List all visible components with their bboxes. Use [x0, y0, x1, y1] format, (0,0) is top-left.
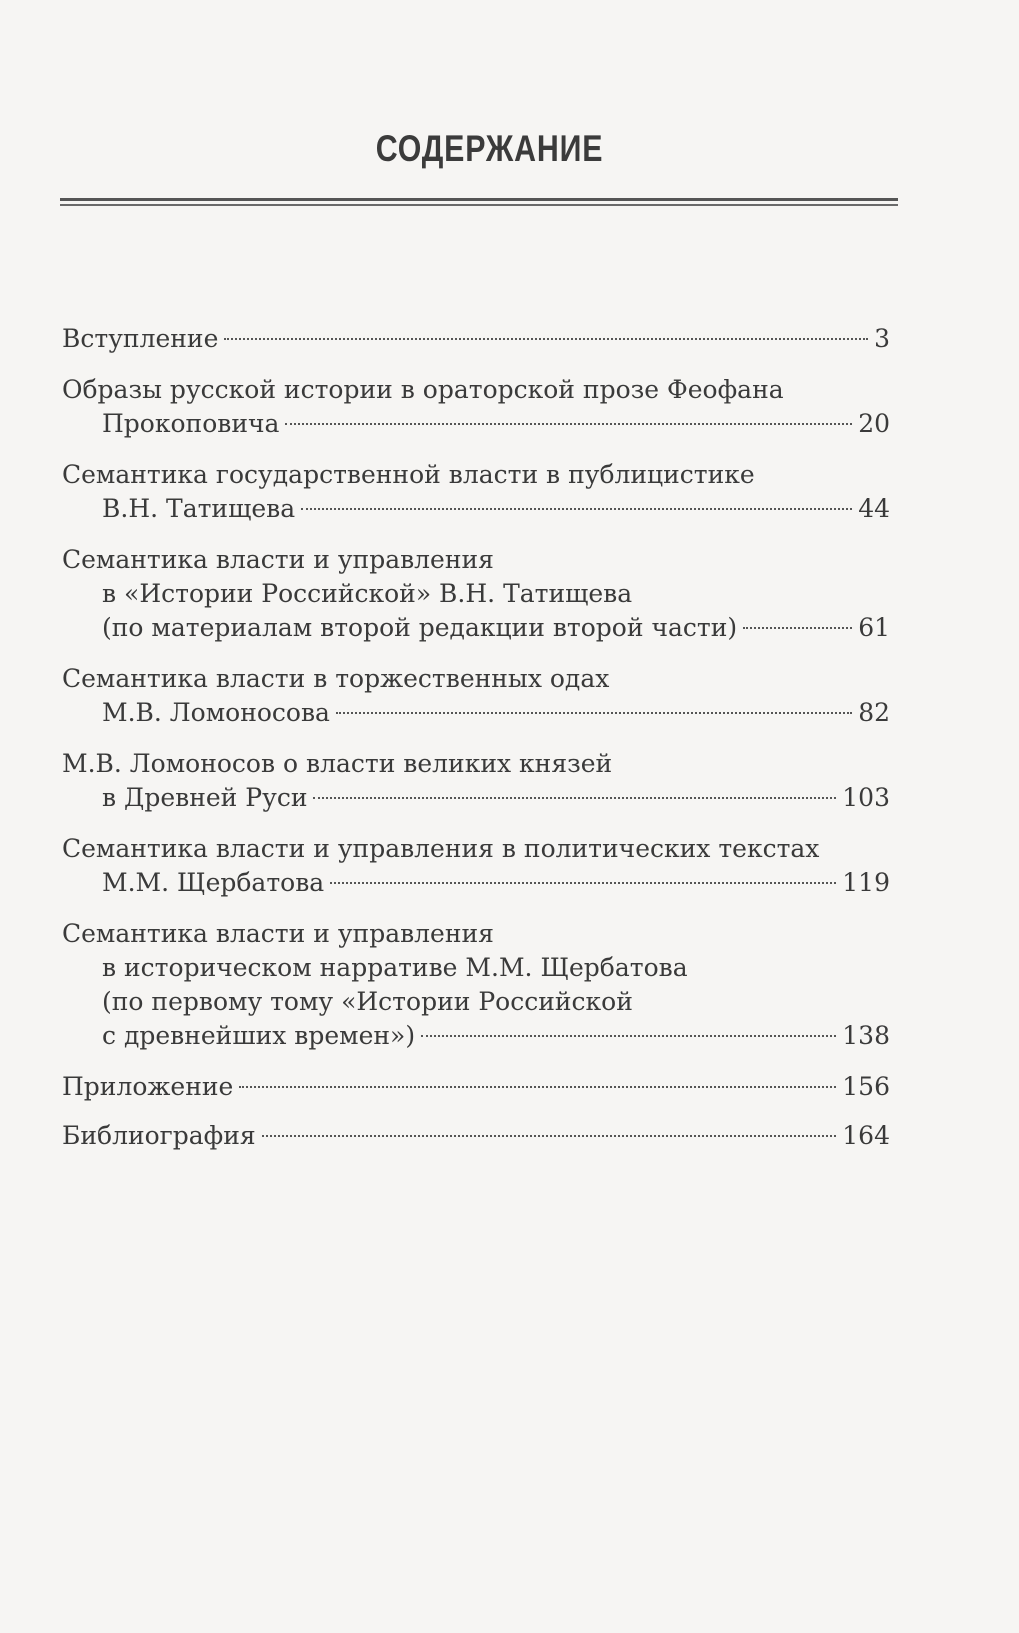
toc-entry[interactable]	[62, 373, 890, 441]
toc-entry-last-line	[62, 1070, 890, 1104]
toc-page-number: 103	[842, 783, 890, 812]
dot-leader	[262, 1135, 837, 1137]
table-of-contents	[62, 322, 890, 1170]
toc-entry[interactable]	[62, 1070, 890, 1104]
toc-entry-title: М.В. Ломоносова	[102, 698, 330, 727]
toc-entry-line: Семантика власти и управления	[62, 545, 494, 574]
toc-entry-line: в «Истории Российской» В.Н. Татищева	[102, 579, 633, 608]
toc-entry-title: Библиография	[62, 1121, 256, 1150]
toc-entry[interactable]	[62, 662, 890, 730]
toc-entry-last-line	[62, 696, 890, 730]
toc-entry-line: Семантика власти и управления	[62, 919, 494, 948]
toc-entry-title: Вступление	[62, 324, 219, 353]
toc-entry-line: в историческом нарративе М.М. Щербатова	[102, 953, 688, 982]
toc-entry-last-line	[62, 781, 890, 815]
dot-leader	[313, 797, 836, 799]
toc-entry-last-line	[62, 866, 890, 900]
toc-page-number: 119	[842, 868, 890, 897]
toc-page-number: 82	[858, 698, 890, 727]
toc-entry[interactable]	[62, 1119, 890, 1153]
toc-entry[interactable]	[62, 543, 890, 645]
title-rule-bottom	[60, 204, 898, 206]
toc-entry-line: (по первому тому «Истории Российской	[102, 987, 633, 1016]
toc-page-number: 164	[842, 1121, 890, 1150]
toc-entry[interactable]	[62, 917, 890, 1053]
toc-page-number: 44	[858, 494, 890, 523]
dot-leader	[224, 338, 868, 340]
toc-page-number: 20	[858, 409, 890, 438]
toc-entry-line: Семантика власти в торжественных одах	[62, 664, 610, 693]
toc-entry[interactable]	[62, 322, 890, 356]
toc-entry-line: Семантика власти и управления в политических текстах	[62, 834, 820, 863]
toc-page-number: 3	[874, 324, 890, 353]
dot-leader	[330, 882, 836, 884]
toc-entry-title: В.Н. Татищева	[102, 494, 296, 523]
toc-entry[interactable]	[62, 747, 890, 815]
dot-leader	[285, 423, 852, 425]
toc-entry-line: Семантика государственной власти в публицистике	[62, 460, 755, 489]
toc-entry-last-line	[62, 492, 890, 526]
dot-leader	[421, 1035, 836, 1037]
toc-page-number: 61	[858, 613, 890, 642]
toc-entry-title: в Древней Руси	[102, 783, 308, 812]
dot-leader	[239, 1086, 836, 1088]
toc-page-number: 156	[842, 1072, 890, 1101]
toc-entry-last-line	[62, 1019, 890, 1053]
toc-entry-last-line	[62, 322, 890, 356]
toc-entry[interactable]	[62, 458, 890, 526]
toc-entry-title: (по материалам второй редакции второй части)	[102, 613, 738, 642]
toc-entry[interactable]	[62, 832, 890, 900]
toc-page-number: 138	[842, 1021, 890, 1050]
toc-entry-title: Приложение	[62, 1072, 234, 1101]
dot-leader	[301, 508, 852, 510]
dot-leader	[743, 627, 852, 629]
page-title: СОДЕРЖАНИЕ	[375, 128, 604, 169]
toc-entry-title: М.М. Щербатова	[102, 868, 325, 897]
dot-leader	[336, 712, 852, 714]
toc-entry-last-line	[62, 1119, 890, 1153]
toc-entry-title: Прокоповича	[102, 409, 280, 438]
toc-entry-last-line	[62, 611, 890, 645]
toc-entry-line: Образы русской истории в ораторской прозе Феофана	[62, 375, 784, 404]
toc-entry-last-line	[62, 407, 890, 441]
toc-entry-title: с древнейших времен»)	[102, 1021, 416, 1050]
title-rule-top	[60, 198, 898, 201]
toc-entry-line: М.В. Ломоносов о власти великих князей	[62, 749, 613, 778]
